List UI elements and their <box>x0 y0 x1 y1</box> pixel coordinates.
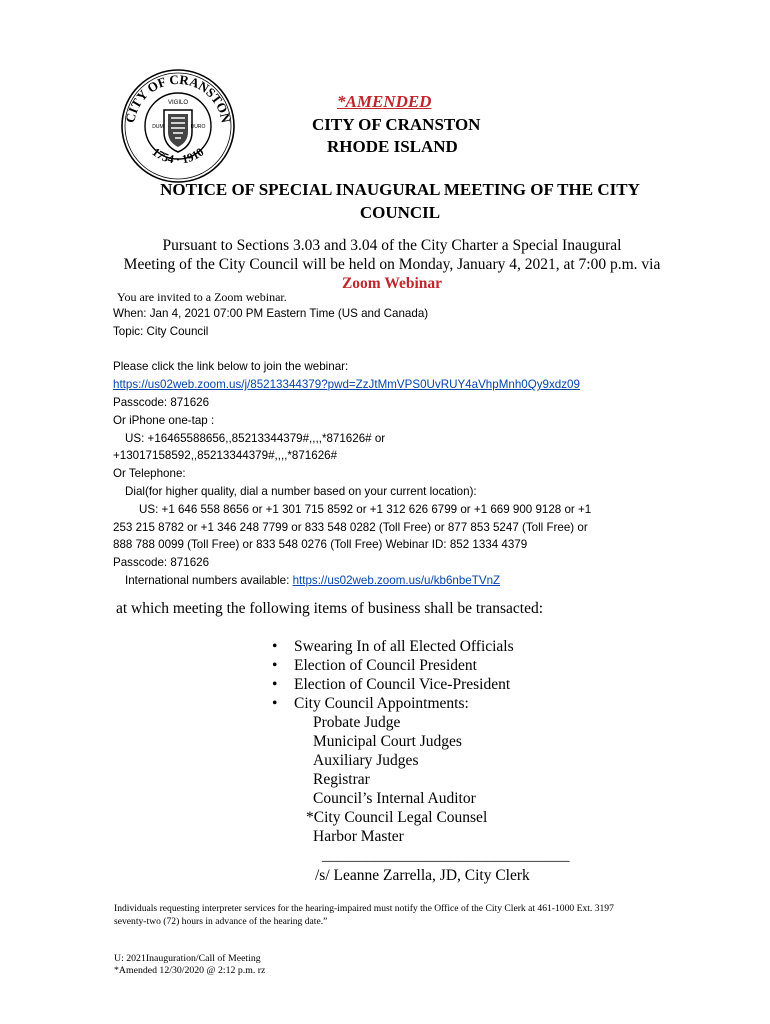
business-intro: at which meeting the following items of business shall be transacted: <box>116 600 544 617</box>
zoom-passcode-2: Passcode: 871626 <box>113 556 210 570</box>
appointment-item: *City Council Legal Counsel <box>306 809 488 826</box>
zoom-telephone-label: Or Telephone: <box>113 467 186 481</box>
city-name: CITY OF CRANSTON <box>312 115 481 134</box>
zoom-numbers-1: US: +1 646 558 8656 or +1 301 715 8592 or +1 312 626 6799 or +1 669 900 9128 or +1 <box>139 502 592 516</box>
business-items <box>272 637 514 846</box>
zoom-intl-label: International numbers available: <box>125 573 293 587</box>
zoom-dial-text: Dial(for higher quality, dial a number based on your current location): <box>125 484 477 498</box>
list-item: • Swearing In of all Elected Officials <box>272 637 514 656</box>
zoom-international <box>113 572 673 590</box>
zoom-iphone-label: Or iPhone one-tap : <box>113 413 215 427</box>
appointment-item: Auxiliary Judges <box>313 752 419 769</box>
notice-line-2: seventy-two (72) hours in advance of the hearing date.” <box>114 916 328 927</box>
seal-side-right: DURO <box>190 124 206 130</box>
appointment-item: Municipal Court Judges <box>313 733 462 750</box>
list-item: • Election of Council President <box>272 656 514 675</box>
seal-ring-top: CITY OF CRANSTON <box>122 71 234 125</box>
intro-line-1: Pursuant to Sections 3.03 and 3.04 of the City Charter a Special Inaugural <box>162 237 622 254</box>
appointment-item: Harbor Master <box>313 828 404 845</box>
footer-amended: *Amended 12/30/2020 @ 2:12 p.m. rz <box>114 965 266 976</box>
zoom-webinar-label: Zoom Webinar <box>341 275 443 292</box>
zoom-intl-link[interactable]: https://us02web.zoom.us/u/kb6nbeTVnZ <box>292 573 501 587</box>
page-title <box>100 178 700 224</box>
city-seal-icon <box>118 66 238 186</box>
zoom-passcode: Passcode: 871626 <box>113 395 210 409</box>
appointment-item: Probate Judge <box>313 714 401 731</box>
list-item: • Election of Council Vice-President <box>272 675 514 694</box>
title-line-2: COUNCIL <box>359 203 441 222</box>
intro-paragraph <box>112 236 672 293</box>
zoom-invited-text: You are invited to a Zoom webinar. <box>117 290 287 304</box>
seal-side-left: DUM <box>152 124 164 130</box>
signature-line: _________________________________ <box>322 848 570 864</box>
zoom-click-text: Please click the link below to join the webinar: <box>113 360 349 374</box>
interpreter-notice <box>114 902 674 928</box>
appointment-item: Registrar <box>313 771 370 788</box>
city-seal <box>118 66 238 186</box>
zoom-numbers-2: 253 215 8782 or +1 346 248 7799 or 833 548 0282 (Toll Free) or 877 853 5247 (Toll Free) or <box>113 520 588 534</box>
zoom-spacer <box>113 341 673 359</box>
intro-line-2: Meeting of the City Council will be held on Monday, January 4, 2021, at 7:00 p.m. via <box>123 256 661 273</box>
amended-label: *AMENDED <box>337 92 432 111</box>
state-name: RHODE ISLAND <box>327 137 458 156</box>
footer <box>114 953 265 977</box>
zoom-us-onetap-2: +13017158592,,85213344379#,,,,*871626# <box>113 449 338 463</box>
zoom-when: When: Jan 4, 2021 07:00 PM Eastern Time (US and Canada) <box>113 307 429 320</box>
list-item: • City Council Appointments: <box>272 694 514 713</box>
zoom-topic: Topic: City Council <box>113 324 209 338</box>
seal-band: VIGILO <box>167 100 189 106</box>
zoom-details <box>113 305 673 590</box>
title-line-1: NOTICE OF SPECIAL INAUGURAL MEETING OF THE CITY <box>160 180 640 199</box>
notice-line-1: Individuals requesting interpreter services for the hearing-impaired must notify the Office of the City Clerk at 461-1000 Ext. 3197 <box>114 903 614 914</box>
seal-ring-bottom: 1754 · 1910 <box>149 144 207 167</box>
zoom-numbers-3: 888 788 0099 (Toll Free) or 833 548 0276 (Toll Free) Webinar ID: 852 1334 4379 <box>113 538 528 552</box>
appointment-item: Council’s Internal Auditor <box>313 790 476 807</box>
zoom-us-onetap-1: US: +16465588656,,85213344379#,,,,*871626# or <box>125 431 386 445</box>
zoom-join-link[interactable]: https://us02web.zoom.us/j/85213344379?pwd=ZzJtMmVPS0UvRUY4aVhpMnh0Qy9xdz09 <box>113 378 580 392</box>
footer-file: U: 2021Inauguration/Call of Meeting <box>114 953 261 964</box>
signer-name: /s/ Leanne Zarrella, JD, City Clerk <box>315 867 530 884</box>
